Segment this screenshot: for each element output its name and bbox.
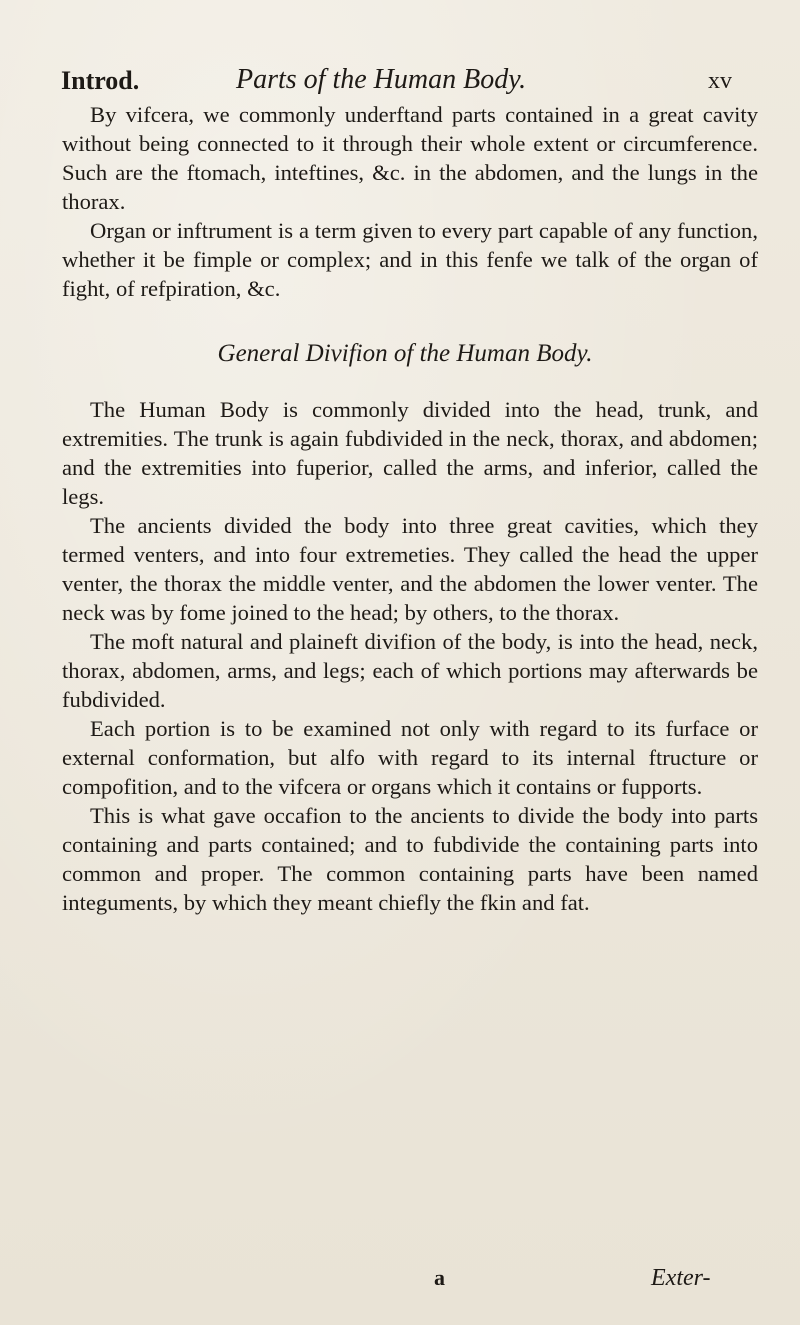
- catchword: Exter-: [651, 1265, 711, 1291]
- main-text: [62, 100, 758, 917]
- paragraph-ancients: The ancients divided the body into three great cavities, which they termed venters, and into four extremeties. They called the head the upper venter, the thorax the middle venter, and the abdomen the lower venter. The neck was by fome joined to the head; by others, to the thorax.: [62, 513, 758, 625]
- running-header: [0, 62, 800, 102]
- paragraph-natural-division: The moft natural and plaineft divifion of the body, is into the head, neck, thorax, abdomen, arms, and legs; each of which portions may afterwards be fubdivided.: [62, 629, 758, 712]
- page-footer: [0, 1265, 800, 1305]
- page-number: xv: [708, 68, 732, 94]
- paragraph-organ: Organ or inftrument is a term given to every part capable of any function, whether it be fimple or complex; and in this fenfe we talk of the organ of fight, of refpiration, &c.: [62, 218, 758, 301]
- header-title: Parts of the Human Body.: [236, 64, 527, 95]
- paragraph-viscera: By vifcera, we commonly underftand parts contained in a great cavity without being connected to it through their whole extent or circumference. Such are the ftomach, inteftines, &c. in the abdomen, and the lungs in the thorax.: [62, 102, 758, 214]
- paragraph-human-body: The Human Body is commonly divided into the head, trunk, and extremities. The trunk is again fubdivided in the neck, thorax, and abdomen; and the extremities into fuperior, called the arms, and inferior, called the legs.: [62, 397, 758, 509]
- paragraph-containing-parts: This is what gave occafion to the ancients to divide the body into parts containing and parts contained; and to fubdivide the containing parts into common and proper. The common containing parts have been named integuments, by which they meant chiefly the fkin and fat.: [62, 803, 758, 915]
- signature-mark: a: [434, 1265, 445, 1290]
- header-section-label: Introd.: [61, 66, 140, 95]
- paragraph-each-portion: Each portion is to be examined not only with regard to its furface or external conformation, but alfo with regard to its internal ftructure or compofition, and to the vifcera or organs which it contains or fupports.: [62, 716, 758, 799]
- section-heading: General Divifion of the Human Body.: [217, 340, 593, 367]
